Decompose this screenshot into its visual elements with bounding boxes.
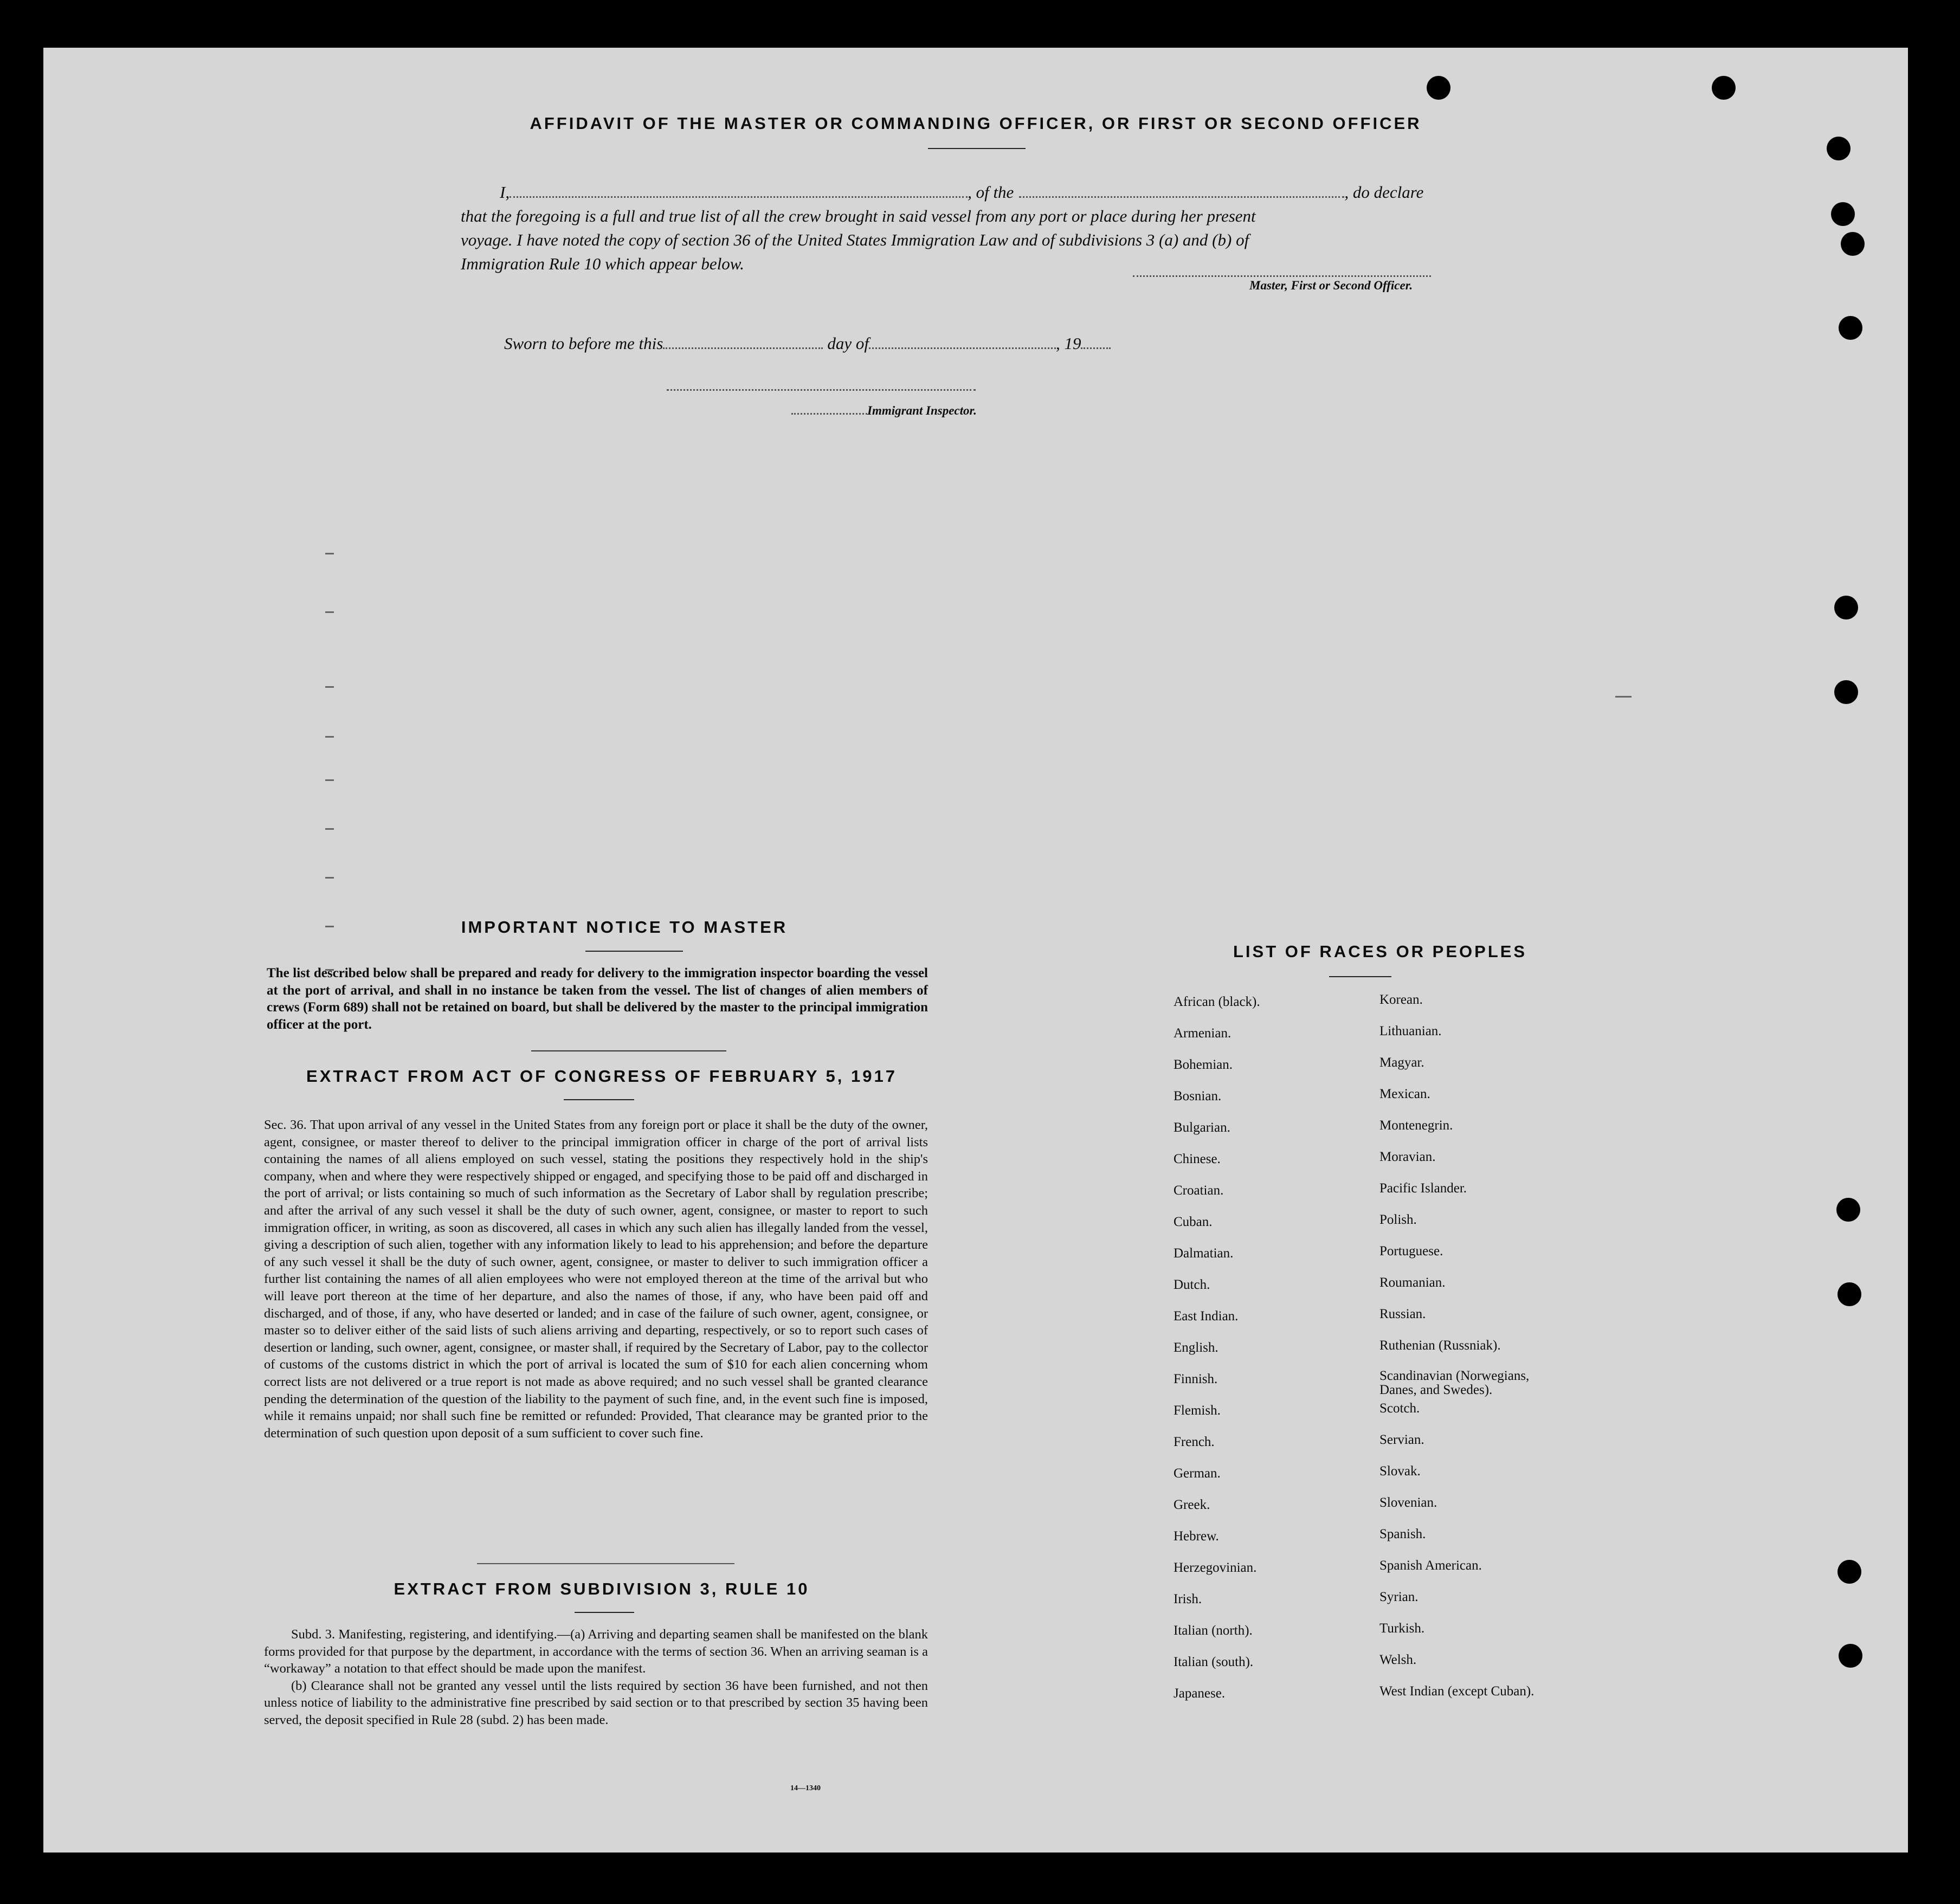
act-divider	[477, 1563, 734, 1564]
race-item: East Indian.	[1174, 1309, 1239, 1324]
sworn-day-blank	[663, 347, 823, 349]
punch-hole	[1838, 1282, 1861, 1306]
punch-hole	[1838, 1560, 1861, 1584]
race-item: Dalmatian.	[1174, 1246, 1234, 1261]
notice-title-rule	[585, 951, 683, 952]
margin-tick	[325, 736, 334, 738]
rule-para-a: Subd. 3. Manifesting, registering, and identifying.—(a) Arriving and departing seamen shall be manifested on the blank forms provided for that purpose by the department, in accordance with the terms of section 36. When an arriving seaman is a “workaway” a notation to that effect should be made upon the manifest.	[264, 1627, 928, 1676]
race-item: Turkish.	[1379, 1621, 1425, 1636]
race-item: Spanish American.	[1379, 1558, 1482, 1573]
declaration-line-4: Immigration Rule 10 which appear below.	[461, 254, 744, 273]
rule-title: EXTRACT FROM SUBDIVISION 3, RULE 10	[394, 1579, 810, 1598]
name-blank	[510, 196, 968, 198]
race-item: Japanese.	[1174, 1686, 1226, 1701]
margin-tick	[325, 877, 334, 879]
affidavit-title: AFFIDAVIT OF THE MASTER OR COMMANDING OFFICER, OR FIRST OR SECOND OFFICER	[530, 114, 1422, 133]
race-item: Polish.	[1379, 1212, 1417, 1227]
day-of-text: day of	[827, 334, 869, 353]
punch-hole	[1427, 76, 1450, 100]
sworn-line	[504, 334, 1111, 353]
notice-text: The list described below shall be prepared and ready for delivery to the immigration inspector boarding the vessel at the port of arrival, and shall in no instance be taken from the vessel. The list of changes of alien members of crews (Form 689) shall not be retained on board, but shall be delivered by the master to the principal immigration officer at the port.	[267, 966, 928, 1032]
declaration-line-2: that the foregoing is a full and true list of all the crew brought in said vessel from any port or place during her present	[461, 206, 1256, 225]
race-item: Irish.	[1174, 1592, 1202, 1606]
signature-label: Master, First or Second Officer.	[1249, 279, 1413, 292]
races-title: LIST OF RACES OR PEOPLES	[1233, 942, 1527, 961]
race-item: Lithuanian.	[1379, 1024, 1442, 1038]
race-item: Dutch.	[1174, 1277, 1210, 1292]
affidavit-declaration	[461, 180, 1526, 276]
year-text: , 19	[1055, 334, 1081, 353]
inspector-line-row	[791, 404, 977, 418]
punch-hole	[1841, 232, 1865, 256]
race-item: Pacific Islander.	[1379, 1181, 1467, 1196]
race-item: Armenian.	[1174, 1026, 1232, 1041]
margin-tick	[325, 553, 334, 554]
race-item: Magyar.	[1379, 1055, 1424, 1070]
race-item: Chinese.	[1174, 1152, 1221, 1166]
race-item: Hebrew.	[1174, 1529, 1219, 1544]
races-left-column	[1174, 994, 1260, 1717]
notice-divider	[531, 1050, 726, 1051]
race-item: English.	[1174, 1340, 1218, 1355]
race-item: Italian (south).	[1174, 1655, 1254, 1669]
margin-tick	[325, 686, 334, 688]
race-item: Russian.	[1379, 1307, 1426, 1321]
act-title-rule	[564, 1099, 634, 1100]
race-item: Bulgarian.	[1174, 1120, 1230, 1135]
rule-title-rule	[575, 1612, 634, 1613]
race-item: Syrian.	[1379, 1590, 1419, 1604]
notice-title: IMPORTANT NOTICE TO MASTER	[461, 918, 788, 937]
rule-text	[264, 1626, 928, 1729]
punch-hole	[1834, 680, 1858, 704]
race-item: Finnish.	[1174, 1372, 1218, 1386]
punch-hole	[1712, 76, 1736, 100]
punch-hole	[1827, 137, 1851, 160]
race-item: Mexican.	[1379, 1087, 1430, 1101]
document-page	[43, 48, 1908, 1853]
punch-hole	[1836, 1198, 1860, 1222]
race-item: Roumanian.	[1379, 1275, 1446, 1290]
races-title-rule	[1329, 976, 1391, 977]
margin-tick	[1615, 696, 1632, 698]
declaration-of-the: , of the	[968, 183, 1014, 202]
form-number: 14—1340	[790, 1784, 821, 1792]
race-item: Bosnian.	[1174, 1089, 1222, 1103]
declaration-line-1	[461, 180, 1526, 204]
declaration-declare: , do declare	[1344, 183, 1424, 202]
races-right-column	[1379, 992, 1564, 1715]
race-item: Herzegovinian.	[1174, 1560, 1257, 1575]
race-item: Bohemian.	[1174, 1057, 1233, 1072]
signature-line	[1133, 275, 1431, 277]
punch-hole	[1834, 596, 1858, 619]
race-item: African (black).	[1174, 995, 1260, 1009]
race-item: German.	[1174, 1466, 1221, 1481]
inspector-blank	[791, 413, 867, 415]
race-item: Slovak.	[1379, 1464, 1421, 1479]
year-blank	[1081, 347, 1111, 349]
race-item: Korean.	[1379, 992, 1423, 1007]
race-item: Scotch.	[1379, 1401, 1420, 1416]
race-item: Spanish.	[1379, 1527, 1426, 1541]
race-item: Servian.	[1379, 1432, 1424, 1447]
margin-tick	[325, 828, 334, 830]
punch-hole	[1839, 316, 1862, 340]
declaration-line-3: voyage. I have noted the copy of section 36 of the United States Immigration Law and of subdivisions 3 (a) and (b) of	[461, 230, 1249, 249]
month-blank	[869, 347, 1056, 349]
inspector-label: Immigrant Inspector.	[867, 404, 977, 417]
race-item: Montenegrin.	[1379, 1118, 1453, 1133]
race-item: Ruthenian (Russniak).	[1379, 1338, 1501, 1353]
race-item: Portuguese.	[1379, 1244, 1443, 1258]
declaration-i: I,	[500, 183, 510, 202]
race-item: Greek.	[1174, 1498, 1210, 1512]
vessel-blank	[1019, 196, 1344, 198]
act-text: Sec. 36. That upon arrival of any vessel in the United States from any foreign port or place it shall be the duty of the owner, agent, consignee, or master thereof to deliver to the principal immigration officer in charge of the port of arrival lists containing the names of all aliens employed on such vessel, stating the positions they respectively hold in the ship's company, when and where they were respectively shipped or engaged, and specifying those to be paid off and discharged in the port of arrival; or lists containing so much of such information as the Secretary of Labor shall by regulation prescribe; and after the arrival of any such vessel it shall be the duty of such owner, agent, consignee, or master to report to such immigration officer, in writing, as soon as discovered, all cases in which any such alien has illegally landed from the vessel, giving a description of such alien, together with any information likely to lead to his apprehension; and before the departure of any such vessel it shall be the duty of such owner, agent, consignee, or master to deliver to such immigration officer a further list containing the names of all alien employees who were not employed thereon at the time of the arrival but who will leave port thereon at the time of her departure, and also the names of those, if any, who have been paid off and discharged, and of those, if any, who have deserted or landed; and in case of the failure of such owner, agent, consignee, or master so to deliver either of the said lists of such aliens arriving and departing, respectively, or so to report such cases of desertion or landing, such owner, agent, consignee, or master shall, if required by the Secretary of Labor, pay to the collector of customs of the customs district in which the port of arrival is located the sum of $10 for each alien concerning whom correct lists are not delivered or a true report is not made as above required; and no such vessel shall be granted clearance pending the determination of the question of the liability to the payment of such fine, and, in the event such fine is imposed, while it remains unpaid; nor shall such fine be remitted or refunded: Provided, That clearance may be granted prior to the determination of such question upon deposit of a sum sufficient to cover such fine.	[264, 1118, 928, 1441]
rule-para-b: (b) Clearance shall not be granted any vessel until the lists required by section 36 have been furnished, and not then unless notice of liability to the administrative fine prescribed by said section or to that prescribed by section 35 having been served, the deposit specified in Rule 28 (subd. 2) has been made.	[264, 1678, 928, 1727]
race-item: Scandinavian (Norwegians, Danes, and Swedes).	[1379, 1369, 1530, 1397]
title-rule	[928, 148, 1026, 149]
race-item: Flemish.	[1174, 1403, 1221, 1418]
race-item: Croatian.	[1174, 1183, 1224, 1198]
sworn-text: Sworn to before me this	[504, 334, 663, 353]
margin-tick	[325, 779, 334, 781]
act-title: EXTRACT FROM ACT OF CONGRESS OF FEBRUARY 5, 1917	[306, 1067, 897, 1086]
race-item: French.	[1174, 1435, 1215, 1449]
punch-hole	[1839, 1644, 1862, 1668]
race-item: Slovenian.	[1379, 1495, 1437, 1510]
margin-tick	[325, 611, 334, 613]
punch-hole	[1831, 202, 1855, 226]
race-item: Cuban.	[1174, 1215, 1213, 1229]
race-item: Welsh.	[1379, 1653, 1417, 1667]
race-item: Italian (north).	[1174, 1623, 1253, 1638]
race-item: Moravian.	[1379, 1150, 1436, 1164]
race-item: West Indian (except Cuban).	[1379, 1684, 1535, 1699]
inspector-signature-line	[667, 389, 976, 391]
